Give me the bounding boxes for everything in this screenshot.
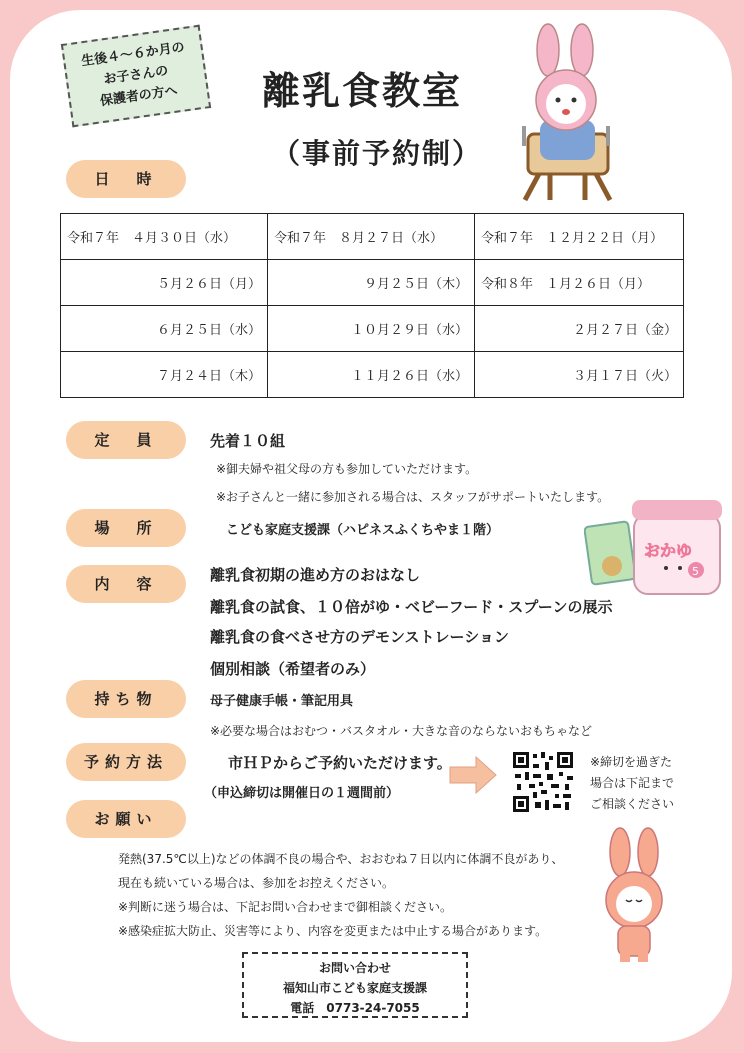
request-line: 現在も続いている場合は、参加をお控えください。 bbox=[118, 876, 395, 890]
schedule-cell: ５月２６日（月） bbox=[61, 260, 268, 306]
schedule-cell: ３月１７日（火） bbox=[475, 352, 684, 398]
baby-food-illustration bbox=[584, 496, 724, 596]
bunny-highchair-illustration bbox=[510, 22, 620, 202]
bunny-illustration bbox=[594, 826, 674, 966]
schedule-cell: 令和８年 １月２６日（月） bbox=[475, 260, 684, 306]
label-place: 場 所 bbox=[66, 509, 186, 547]
schedule-cell: 令和７年 ８月２７日（水） bbox=[268, 214, 475, 260]
capacity-note: ※御夫婦や祖父母の方も参加していただけます。 bbox=[216, 462, 478, 476]
belongings-main: 母子健康手帳・筆記用具 bbox=[210, 694, 354, 709]
capacity-note: ※お子さんと一緒に参加される場合は、スタッフがサポートいたします。 bbox=[216, 490, 610, 504]
arrow-right-icon bbox=[448, 755, 498, 795]
schedule-cell: ６月２５日（水） bbox=[61, 306, 268, 352]
table-row bbox=[61, 352, 684, 398]
reservation-side-note bbox=[590, 752, 674, 815]
side-note-line: ※締切を過ぎた bbox=[590, 755, 673, 769]
request-line: ※感染症拡大防止、災害等により、内容を変更または中止する場合があります。 bbox=[118, 924, 548, 938]
content-item: 離乳食の試食、１０倍がゆ・ベビーフード・スプーンの展示 bbox=[210, 598, 613, 616]
schedule-cell: 令和７年 １２月２２日（月） bbox=[475, 214, 684, 260]
label-reservation: 予約方法 bbox=[66, 743, 186, 781]
contact-phone[interactable]: 電話 0773-24-7055 bbox=[290, 1001, 420, 1015]
schedule-cell: １１月２６日（水） bbox=[268, 352, 475, 398]
schedule-cell: ７月２４日（木） bbox=[61, 352, 268, 398]
schedule-cell: ２月２７日（金） bbox=[475, 306, 684, 352]
audience-note-line: 保護者の方へ bbox=[99, 83, 179, 110]
label-capacity: 定 員 bbox=[66, 421, 186, 459]
page-title: 離乳食教室 bbox=[262, 69, 463, 113]
label-datetime: 日 時 bbox=[66, 160, 186, 198]
request-line: 発熱(37.5℃以上)などの体調不良の場合や、おおむね７日以内に体調不良があり、 bbox=[118, 852, 564, 866]
belongings-note: ※必要な場合はおむつ・バスタオル・大きな音のならないおもちゃなど bbox=[210, 724, 593, 738]
audience-note-line: 生後４～６か月の bbox=[80, 40, 186, 70]
table-row bbox=[61, 214, 684, 260]
side-note-line: ご相談ください bbox=[590, 797, 675, 811]
reservation-main: 市ＨＰからご予約いただけます。 bbox=[228, 754, 452, 772]
schedule-table bbox=[60, 213, 684, 398]
content-item: 個別相談（希望者のみ） bbox=[210, 660, 376, 678]
label-belongings: 持ち物 bbox=[66, 680, 186, 718]
table-row bbox=[61, 306, 684, 352]
audience-note-line: お子さんの bbox=[102, 63, 170, 88]
label-content: 内 容 bbox=[66, 565, 186, 603]
contact-heading: お問い合わせ bbox=[318, 961, 391, 975]
page-subtitle: （事前予約制） bbox=[272, 137, 483, 170]
label-request: お願い bbox=[66, 800, 186, 838]
capacity-main: 先着１０組 bbox=[210, 432, 286, 450]
schedule-cell: １０月２９日（水） bbox=[268, 306, 475, 352]
schedule-cell: 令和７年 ４月３０日（水） bbox=[61, 214, 268, 260]
qr-code[interactable] bbox=[511, 750, 575, 814]
schedule-cell: ９月２５日（木） bbox=[268, 260, 475, 306]
request-line: ※判断に迷う場合は、下記お問い合わせまで御相談ください。 bbox=[118, 900, 453, 914]
table-row bbox=[61, 260, 684, 306]
jar-badge: 5 bbox=[692, 565, 699, 578]
content-item: 離乳食初期の進め方のおはなし bbox=[210, 566, 421, 584]
jar-label: おかゆ bbox=[644, 541, 693, 560]
contact-org: 福知山市こども家庭支援課 bbox=[282, 981, 427, 995]
place-text: こども家庭支援課（ハピネスふくちやま１階） bbox=[226, 523, 500, 538]
content-item: 離乳食の食べさせ方のデモンストレーション bbox=[210, 628, 509, 646]
contact-box bbox=[242, 952, 468, 1018]
side-note-line: 場合は下記まで bbox=[590, 776, 675, 790]
reservation-deadline: （申込締切は開催日の１週間前） bbox=[204, 786, 400, 801]
